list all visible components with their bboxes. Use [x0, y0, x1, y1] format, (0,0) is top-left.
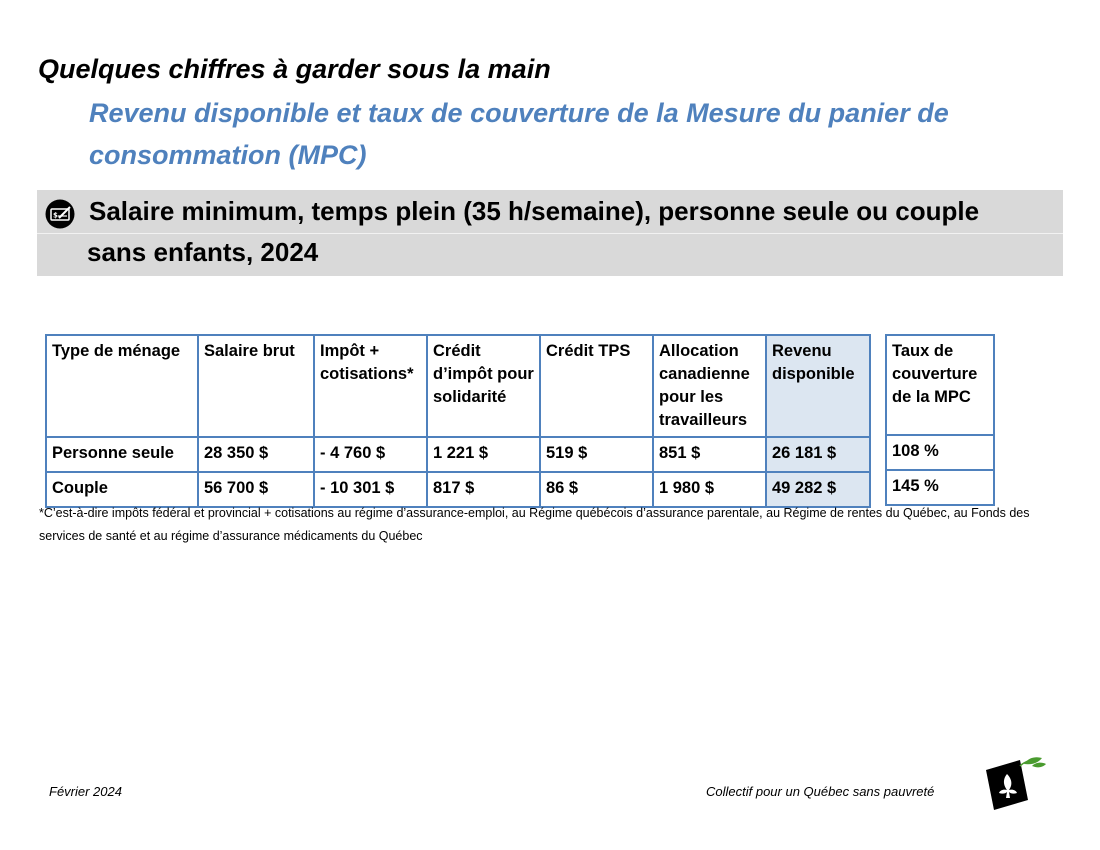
cell-disposable-income: 26 181 $	[766, 437, 870, 472]
fleur-de-lis-logo-icon	[980, 752, 1050, 812]
cell-workers-benefit: 851 $	[653, 437, 766, 472]
cell-solidarity-credit: 1 221 $	[427, 437, 540, 472]
cell-tax: - 4 760 $	[314, 437, 427, 472]
cheque-icon	[45, 199, 75, 229]
cell-gross-salary: 28 350 $	[198, 437, 314, 472]
footer-organization: Collectif pour un Québec sans pauvreté	[706, 784, 935, 799]
cell-mpc-coverage: 145 %	[886, 470, 994, 505]
header-cell-gst-credit: Crédit TPS	[540, 335, 653, 437]
mpc-coverage-table	[885, 334, 995, 506]
cell-mpc-coverage: 108 %	[886, 435, 994, 470]
header-cell-disposable-income: Revenu disponible	[766, 335, 870, 437]
header-cell-salary: Salaire brut	[198, 335, 314, 437]
cell-gst-credit: 519 $	[540, 437, 653, 472]
page-title: Quelques chiffres à garder sous la main	[38, 54, 551, 84]
cell-gross-salary: 56 700 $	[198, 472, 314, 507]
header-cell-tax: Impôt + cotisations*	[314, 335, 427, 437]
income-table	[45, 334, 871, 508]
svg-text:$: $	[53, 211, 58, 220]
page-subtitle: Revenu disponible et taux de couverture de la Mesure du panier de consommation (MPC)	[89, 98, 949, 170]
cell-household-type: Couple	[46, 472, 198, 507]
header-cell-solidarity-credit: Crédit d’impôt pour solidarité	[427, 335, 540, 437]
cell-gst-credit: 86 $	[540, 472, 653, 507]
footer-date: Février 2024	[49, 784, 122, 799]
table-row	[46, 437, 870, 472]
table-row	[886, 470, 994, 505]
section-banner	[37, 190, 1063, 276]
header-cell-workers-benefit: Allocation canadienne pour les travailleurs	[653, 335, 766, 437]
header-cell-mpc-coverage: Taux de couverture de la MPC	[886, 335, 994, 435]
banner-heading-line2: sans enfants, 2024	[87, 237, 319, 267]
table-header-row	[46, 335, 870, 437]
banner-divider	[37, 233, 1063, 234]
header-cell-type: Type de ménage	[46, 335, 198, 437]
cell-solidarity-credit: 817 $	[427, 472, 540, 507]
table-row	[886, 435, 994, 470]
banner-heading-line1: Salaire minimum, temps plein (35 h/semaine), personne seule ou couple	[89, 196, 980, 226]
cell-disposable-income: 49 282 $	[766, 472, 870, 507]
table-header-row	[886, 335, 994, 435]
cell-household-type: Personne seule	[46, 437, 198, 472]
cell-workers-benefit: 1 980 $	[653, 472, 766, 507]
cell-tax: - 10 301 $	[314, 472, 427, 507]
footnote: *C’est-à-dire impôts fédéral et provincial + cotisations au régime d’assurance-emploi, au Régime québécois d’assurance parentale, au Régime de rentes du Québec, au Fonds des services de santé et au régime d’assurance médicaments du Québec	[39, 506, 1030, 543]
